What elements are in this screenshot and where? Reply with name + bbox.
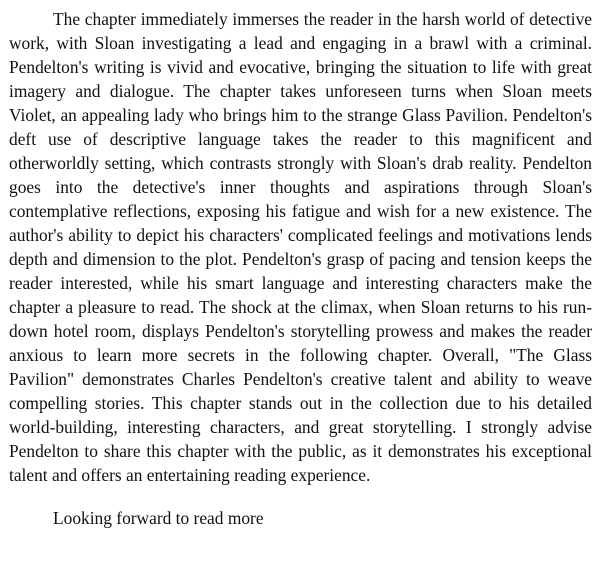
review-body-paragraph: The chapter immediately immerses the reader in the harsh world of detective work, with Sloan investigating a lead and engaging in a brawl with a criminal. Pendelton's writing is vivid and evocative, bringing the situation to life with great imagery and dialogue. The chapter takes unforeseen turns when Sloan meets Violet, an appealing lady who brings him to the strange Glass Pavilion. Pendelton's deft use of descriptive language takes the reader to this magnificent and otherworldly setting, which contrasts strongly with Sloan's drab reality. Pendelton goes into the detective's inner thoughts and aspirations through Sloan's contemplative reflections, exposing his fatigue and wish for a new existence. The author's ability to depict his characters' complicated feelings and motivations lends depth and dimension to the plot. Pendelton's grasp of pacing and tension keeps the reader interested, while his smart language and interesting characters make the chapter a pleasure to read. The shock at the climax, when Sloan returns to his run-down hotel room, displays Pendelton's storytelling prowess and makes the reader anxious to learn more secrets in the following chapter. Overall, "The Glass Pavilion" demonstrates Charles Pendelton's creative talent and ability to weave compelling stories. This chapter stands out in the collection due to his detailed world-building, interesting characters, and great storytelling. I strongly advise Pendelton to share this chapter with the public, as it demonstrates his exceptional talent and offers an entertaining reading experience.: [9, 9, 592, 485]
document-page: [9, 7, 592, 530]
closing-line: Looking forward to read more: [53, 508, 264, 528]
